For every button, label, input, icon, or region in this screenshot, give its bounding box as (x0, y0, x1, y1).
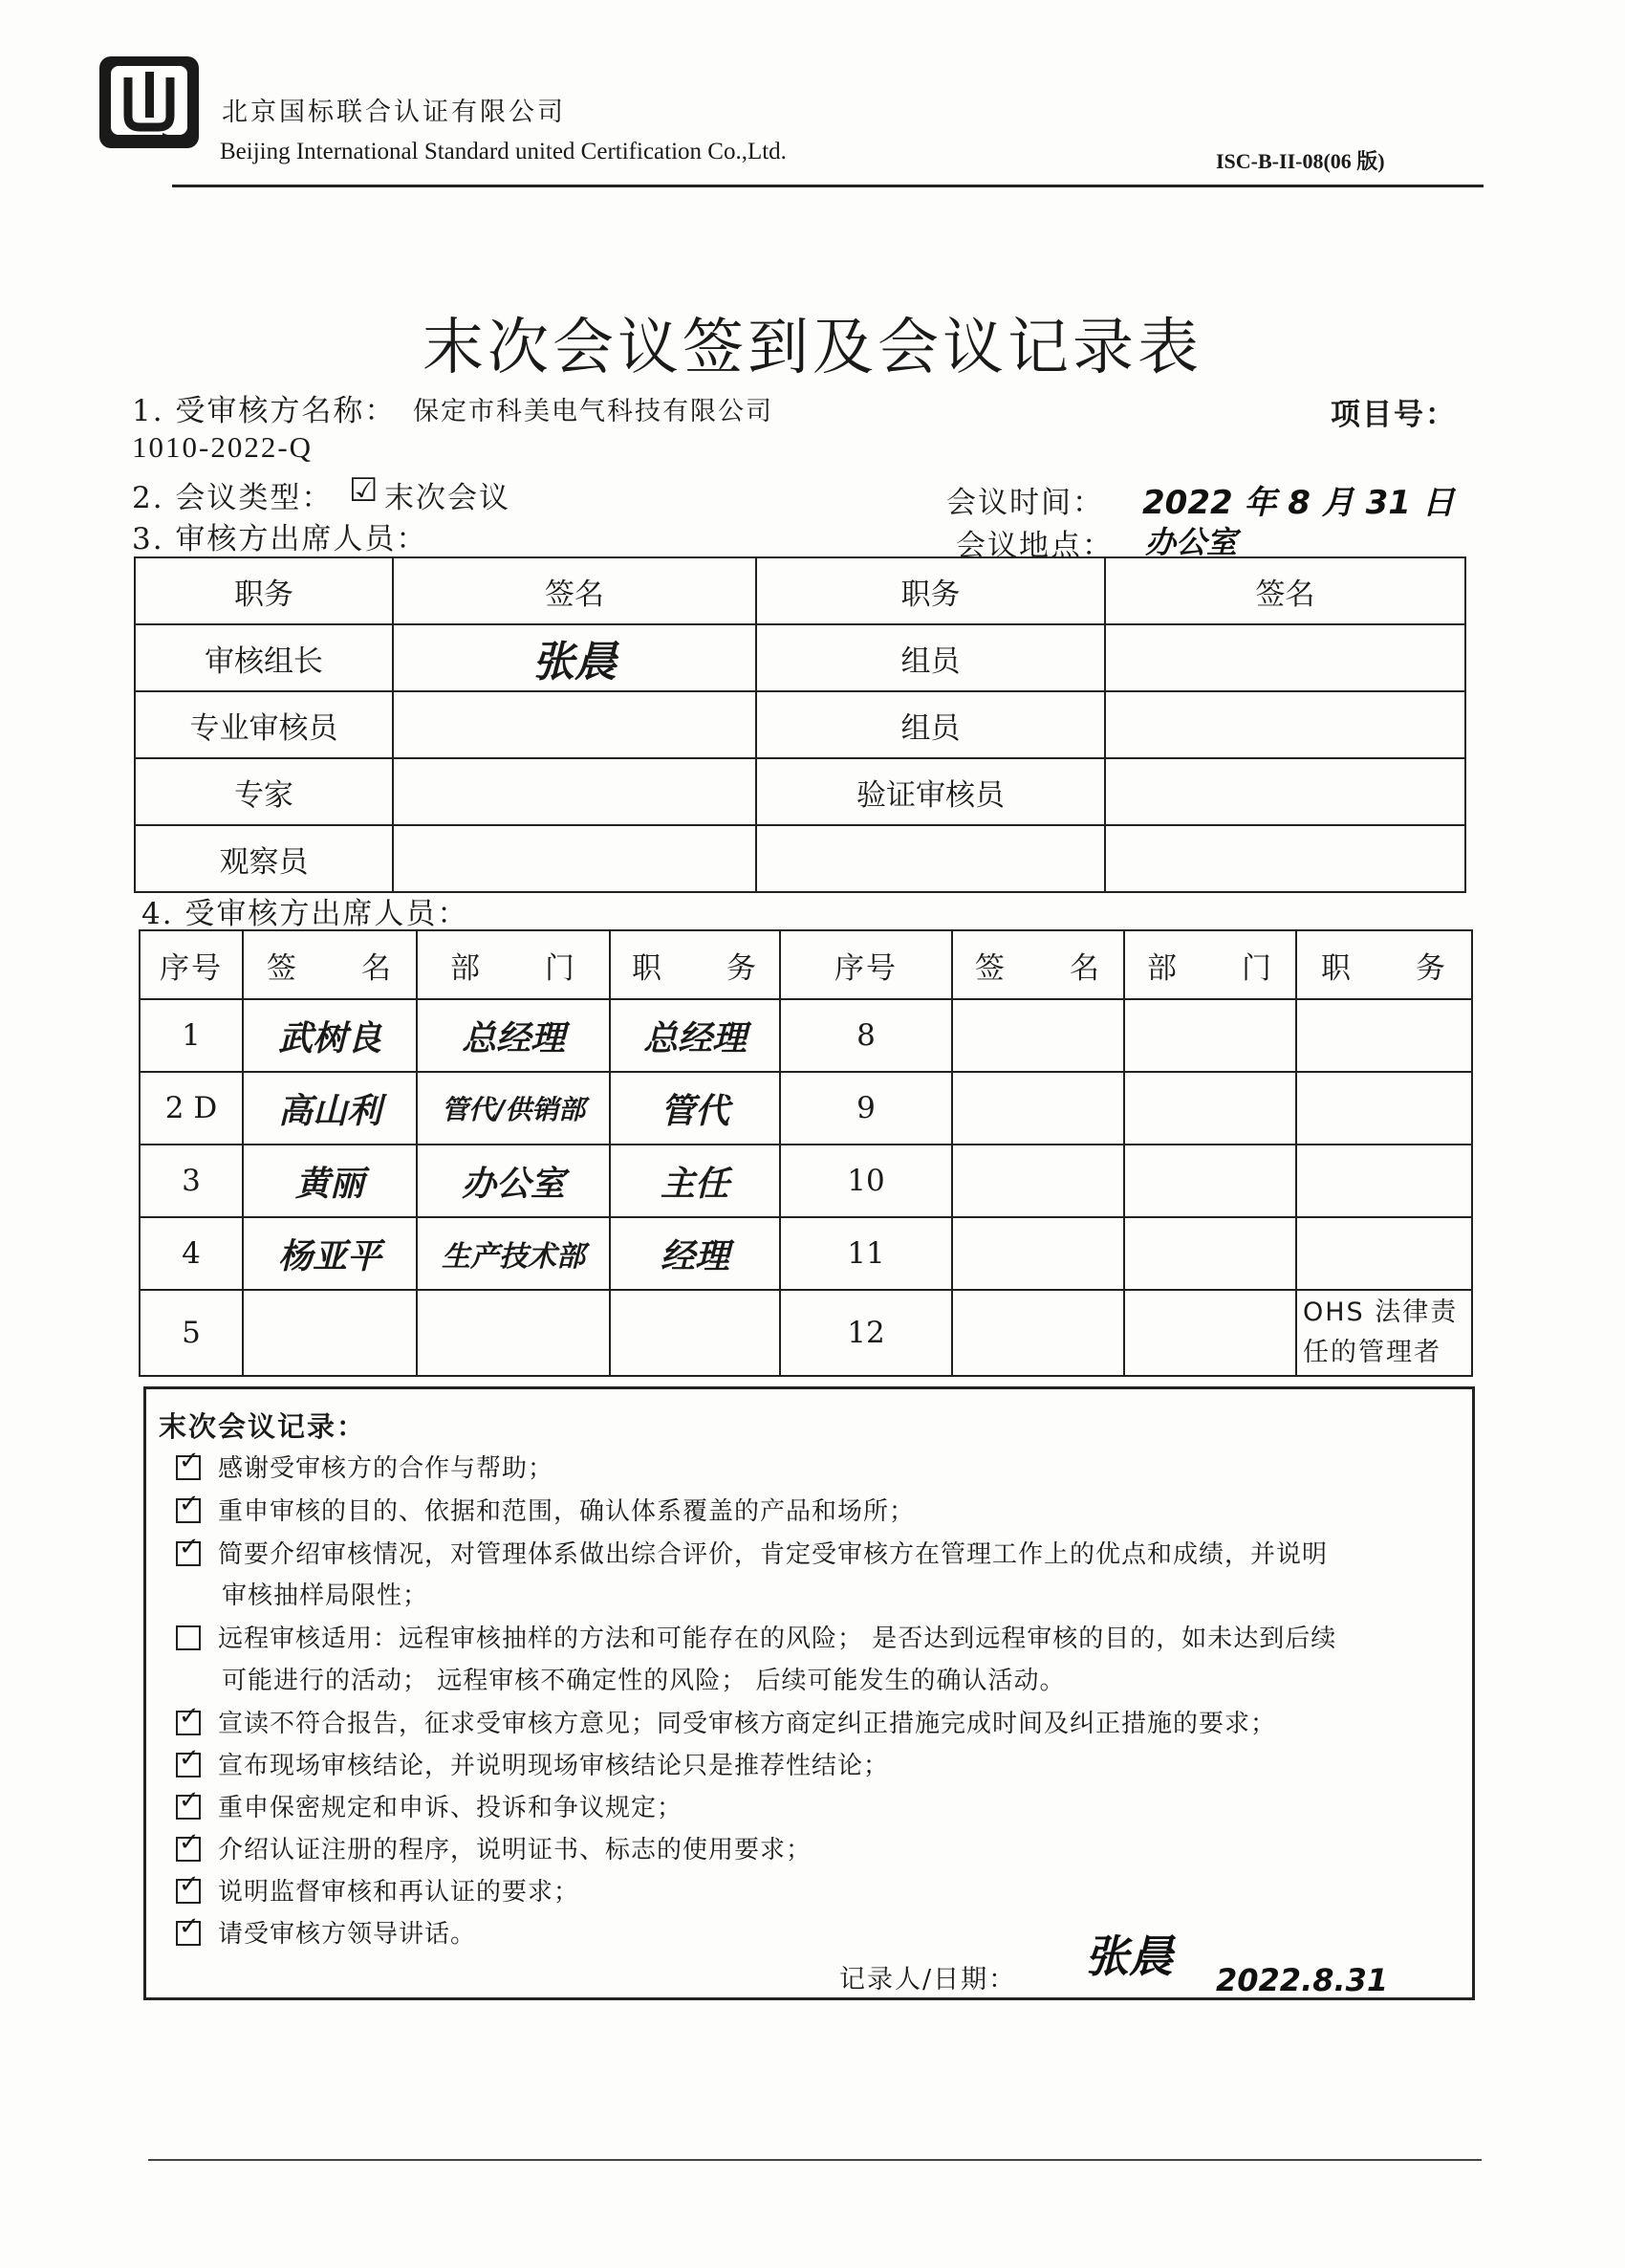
position-cell: 经理 (610, 1217, 780, 1290)
role-cell: 观察员 (135, 825, 393, 892)
role-cell: 专家 (135, 758, 393, 825)
checkbox-checked-icon[interactable]: ✓ (176, 1498, 201, 1523)
department-cell (417, 1290, 610, 1376)
checkbox-checked-icon[interactable]: ✓ (176, 1837, 201, 1862)
checkbox-checked-icon[interactable]: ✓ (176, 1921, 201, 1946)
department-cell: 总经理 (417, 999, 610, 1072)
record-item-text: 请受审核方领导讲话。 (218, 1920, 477, 1949)
auditor-attendance-table (134, 556, 1466, 893)
signature-cell: 黄丽 (243, 1145, 417, 1217)
header-divider (172, 185, 1484, 187)
company-name-en: Beijing International Standard united Certification Co.,Ltd. (220, 139, 787, 164)
checkbox-checked-icon[interactable]: ✓ (176, 1753, 201, 1777)
position-cell (610, 1290, 780, 1376)
header-cell: 签名 (393, 557, 756, 624)
meeting-time-value: 2022 年 8 月 31 日 (1142, 484, 1455, 522)
meeting-time-label: 会议时间： (946, 486, 1104, 520)
role-cell: 验证审核员 (756, 758, 1105, 825)
record-item (176, 1788, 682, 1823)
record-item (176, 1619, 1336, 1654)
signature-cell (952, 1217, 1124, 1290)
record-item-text: 重申审核的目的、依据和范围，确认体系覆盖的产品和场所； (218, 1497, 916, 1526)
project-number-label: 项目号： (1331, 398, 1457, 432)
record-item (176, 1449, 553, 1484)
number-cell: 10 (780, 1145, 952, 1217)
header-cell: 职 务 (1296, 930, 1472, 999)
number-cell: 9 (780, 1072, 952, 1145)
department-cell (1124, 1290, 1296, 1376)
signature-cell: 张晨 (393, 624, 756, 691)
position-cell (1296, 1145, 1472, 1217)
header-cell: 签名 (1105, 557, 1465, 624)
checkbox-checked-icon[interactable]: ✓ (176, 1795, 201, 1820)
recorder-label: 记录人/日期： (839, 1965, 1017, 1995)
record-item-text: 简要介绍审核情况，对管理体系做出综合评价，肯定受审核方在管理工作上的优点和成绩，并说明 (218, 1540, 1329, 1569)
department-cell: 管代/供销部 (417, 1072, 610, 1145)
form-code: ISC-B-II-08(06 版) (1216, 149, 1385, 173)
checkbox-empty-icon[interactable] (176, 1625, 201, 1650)
signature-cell (1105, 825, 1465, 892)
signature-cell (393, 825, 756, 892)
header-cell: 部 门 (417, 930, 610, 999)
position-cell (1296, 1072, 1472, 1145)
position-cell (1296, 1217, 1472, 1290)
header-cell: 职务 (756, 557, 1105, 624)
recorder-date: 2022.8.31 (1216, 1962, 1389, 1998)
table-row (135, 825, 1465, 892)
signature-cell (952, 1290, 1124, 1376)
role-cell: 组员 (756, 624, 1105, 691)
meeting-place-value: 办公室 (1145, 524, 1238, 560)
auditee-attendees-label: 4. 受审核方出席人员： (141, 897, 469, 931)
signature-cell (952, 999, 1124, 1072)
position-cell: 总经理 (610, 999, 780, 1072)
auditee-name-label: 1. 受审核方名称： (132, 394, 397, 428)
signature-cell (952, 1072, 1124, 1145)
record-item (176, 1830, 812, 1865)
record-item-text: 远程审核适用：远程审核抽样的方法和可能存在的风险； 是否达到远程审核的目的，如未达到后续 (218, 1625, 1337, 1653)
table-row (140, 1217, 1472, 1290)
record-item (176, 1704, 1276, 1739)
number-cell: 2 D (140, 1072, 243, 1145)
signature-cell (393, 758, 756, 825)
header-cell: 职 务 (610, 930, 780, 999)
signature-cell (1105, 691, 1465, 758)
record-item (176, 1492, 915, 1527)
company-logo-icon (96, 53, 203, 152)
record-item-text: 宣布现场审核结论，并说明现场审核结论只是推荐性结论； (218, 1752, 890, 1780)
meeting-place-label: 会议地点： (956, 529, 1114, 563)
checkbox-checked-icon[interactable]: ✓ (176, 1455, 201, 1480)
table-row (140, 1145, 1472, 1217)
record-item (176, 1535, 1328, 1570)
position-cell: OHS 法律责任的管理者 (1296, 1290, 1472, 1376)
header-cell: 部 门 (1124, 930, 1296, 999)
checkbox-checked-icon[interactable]: ✓ (176, 1711, 201, 1735)
signature-cell: 高山利 (243, 1072, 417, 1145)
department-cell: 生产技术部 (417, 1217, 610, 1290)
table-row (140, 999, 1472, 1072)
signature-cell: 杨亚平 (243, 1217, 417, 1290)
position-cell (1296, 999, 1472, 1072)
number-cell: 3 (140, 1145, 243, 1217)
number-cell: 8 (780, 999, 952, 1072)
table-header-row (140, 930, 1472, 999)
number-cell: 4 (140, 1217, 243, 1290)
meeting-record-title: 末次会议记录： (159, 1410, 367, 1443)
signature-cell (243, 1290, 417, 1376)
department-cell (1124, 1072, 1296, 1145)
header-cell: 序号 (780, 930, 952, 999)
position-cell: 管代 (610, 1072, 780, 1145)
header-cell: 序号 (140, 930, 243, 999)
role-cell: 审核组长 (135, 624, 393, 691)
header-cell: 职务 (135, 557, 393, 624)
signature-cell (952, 1145, 1124, 1217)
record-item-text: 重申保密规定和申诉、投诉和争议规定； (218, 1794, 683, 1822)
record-item-text: 宣读不符合报告，征求受审核方意见；同受审核方商定纠正措施完成时间及纠正措施的要求； (218, 1710, 1277, 1738)
footer-divider (148, 2159, 1482, 2161)
signature-cell (1105, 624, 1465, 691)
table-row (140, 1072, 1472, 1145)
checkbox-checked-icon[interactable]: ✓ (176, 1879, 201, 1904)
record-item-text: 感谢受审核方的合作与帮助； (218, 1454, 554, 1483)
company-name-cn: 北京国标联合认证有限公司 (222, 98, 566, 127)
project-number-value: 1010-2022-Q (132, 430, 314, 464)
record-item (176, 1914, 476, 1950)
document-title: 末次会议签到及会议记录表 (422, 313, 1202, 383)
checkbox-checked-icon[interactable]: ✓ (176, 1541, 201, 1566)
auditor-attendees-label: 3. 审核方出席人员： (132, 522, 428, 556)
table-header-row (135, 557, 1465, 624)
department-cell: 办公室 (417, 1145, 610, 1217)
number-cell: 11 (780, 1217, 952, 1290)
table-row (135, 624, 1465, 691)
signature-cell (393, 691, 756, 758)
auditee-attendance-table (139, 929, 1473, 1377)
recorder-signature: 张晨 (1085, 1930, 1173, 1982)
role-cell: 专业审核员 (135, 691, 393, 758)
position-cell: 主任 (610, 1145, 780, 1217)
role-cell (756, 825, 1105, 892)
record-item-continuation: 可能进行的活动； 远程审核不确定性的风险； 后续可能发生的确认活动。 (222, 1667, 1066, 1695)
department-cell (1124, 999, 1296, 1072)
record-item (176, 1746, 889, 1781)
auditee-name-value: 保定市科美电气科技有限公司 (413, 397, 773, 426)
department-cell (1124, 1145, 1296, 1217)
table-row (140, 1290, 1472, 1376)
header-cell: 签 名 (952, 930, 1124, 999)
record-item-text: 介绍认证注册的程序，说明证书、标志的使用要求； (218, 1836, 812, 1865)
meeting-type-value: 末次会议 (384, 481, 510, 515)
header-cell: 签 名 (243, 930, 417, 999)
table-row (135, 691, 1465, 758)
number-cell: 12 (780, 1290, 952, 1376)
record-item-text: 说明监督审核和再认证的要求； (218, 1878, 580, 1907)
number-cell: 1 (140, 999, 243, 1072)
table-row (135, 758, 1465, 825)
record-item-continuation: 审核抽样局限性； (222, 1581, 429, 1610)
number-cell: 5 (140, 1290, 243, 1376)
role-cell: 组员 (756, 691, 1105, 758)
meeting-type-label: 2. 会议类型： (132, 481, 334, 515)
signature-cell: 武树良 (243, 999, 417, 1072)
signature-cell (1105, 758, 1465, 825)
department-cell (1124, 1217, 1296, 1290)
meeting-type-checkbox: ☑ (349, 471, 380, 510)
record-item (176, 1872, 579, 1908)
